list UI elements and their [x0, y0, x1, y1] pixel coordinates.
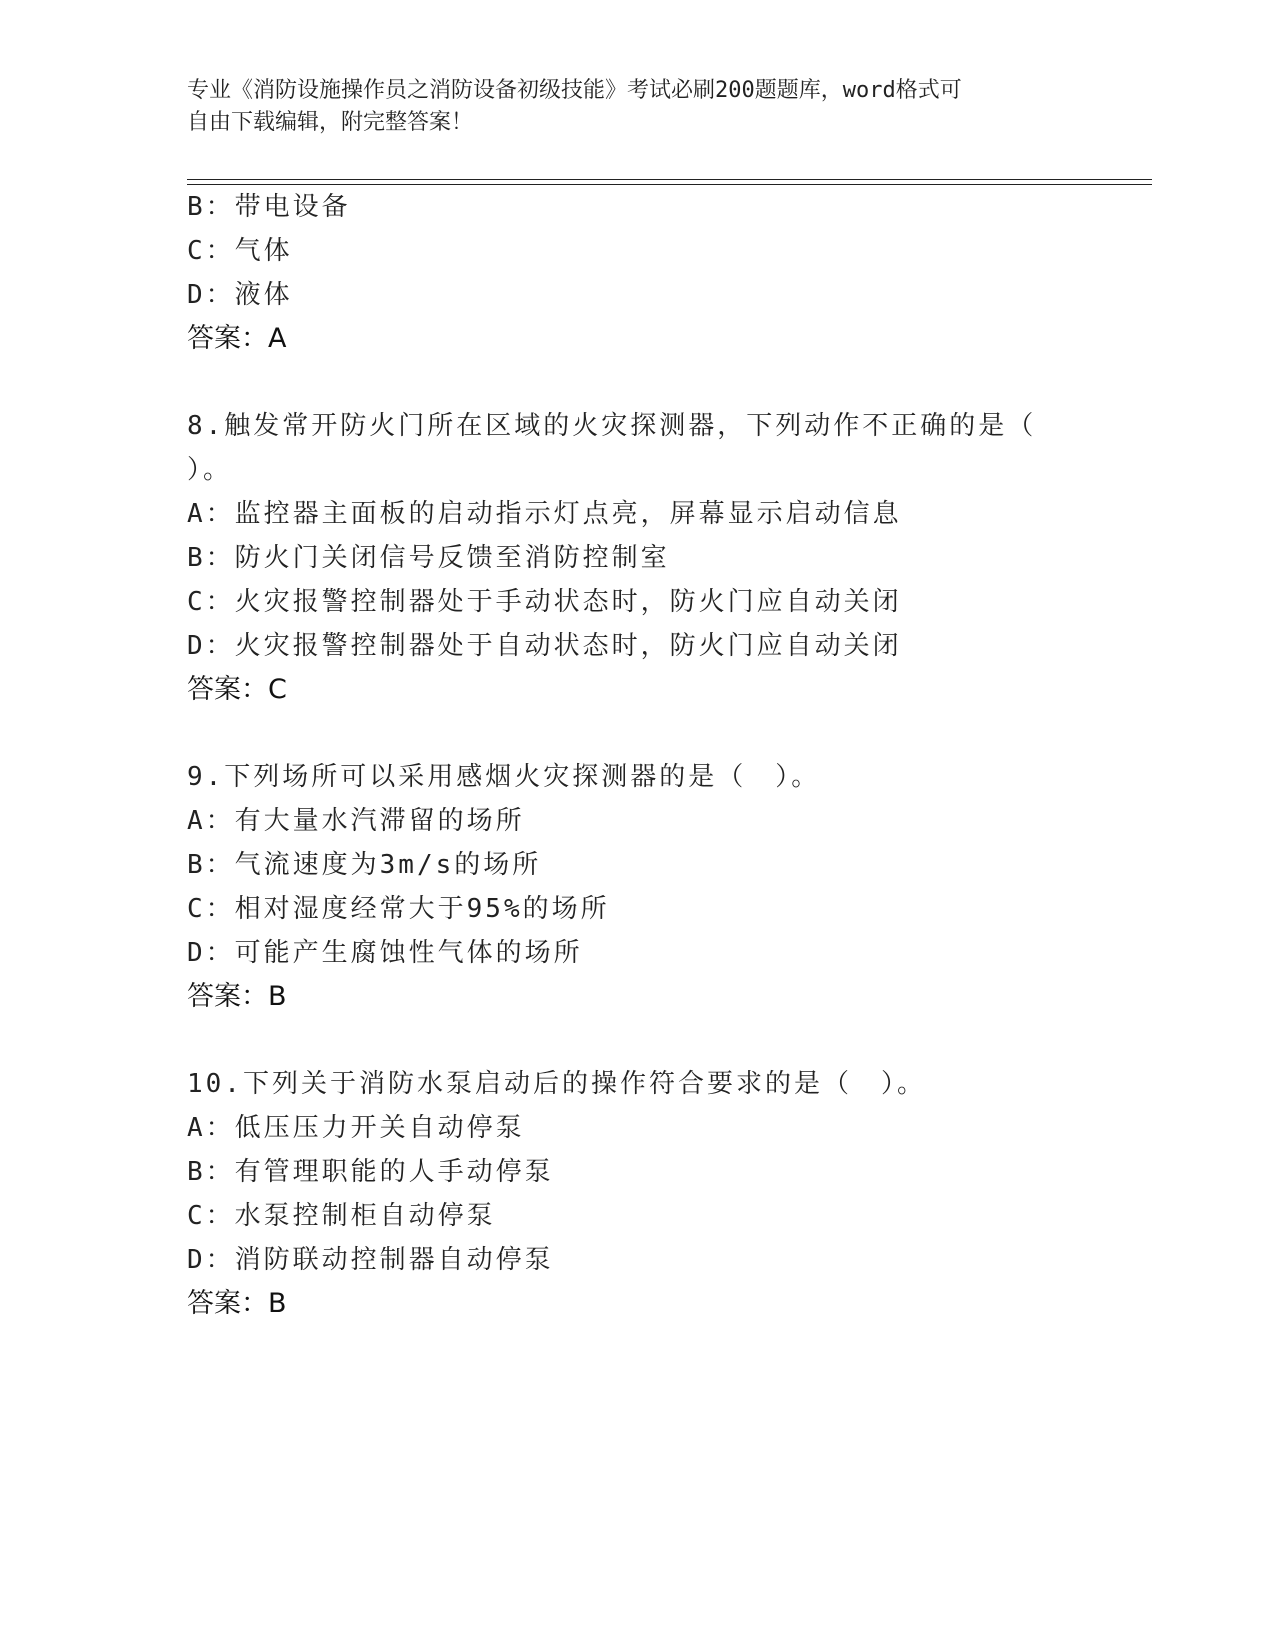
q8-stem-line-2: ）。 — [187, 455, 233, 485]
header-title-line-1: 专业《消防设施操作员之消防设备初级技能》考试必刷200题题库，word格式可 — [187, 78, 962, 103]
q10-stem: 10.下列关于消防水泵启动后的操作符合要求的是（ ）。 — [187, 1069, 926, 1099]
header-divider-bottom — [187, 184, 1152, 185]
q10-option-d: D：消防联动控制器自动停泵 — [187, 1245, 554, 1275]
q10-answer: 答案：B — [187, 1288, 287, 1319]
q10-option-a: A：低压压力开关自动停泵 — [187, 1113, 525, 1143]
q8-stem-line-1: 8.触发常开防火门所在区域的火灾探测器，下列动作不正确的是（ — [187, 411, 1037, 441]
page-header — [187, 75, 1087, 139]
prev-option-d: D：液体 — [187, 280, 293, 310]
prev-answer: 答案：A — [187, 323, 287, 354]
q10-option-c: C：水泵控制柜自动停泵 — [187, 1201, 496, 1231]
q9-option-a: A：有大量水汽滞留的场所 — [187, 806, 525, 836]
prev-option-c: C：气体 — [187, 236, 293, 266]
q8-option-c: C：火灾报警控制器处于手动状态时，防火门应自动关闭 — [187, 587, 902, 617]
q8-option-d: D：火灾报警控制器处于自动状态时，防火门应自动关闭 — [187, 631, 902, 661]
q9-option-d: D：可能产生腐蚀性气体的场所 — [187, 938, 583, 968]
header-title-line-2: 自由下载编辑，附完整答案！ — [187, 110, 474, 135]
q9-answer: 答案：B — [187, 981, 287, 1012]
q8-option-a: A：监控器主面板的启动指示灯点亮，屏幕显示启动信息 — [187, 499, 902, 529]
header-divider-top — [187, 179, 1152, 180]
q8-answer: 答案：C — [187, 674, 287, 705]
q9-stem: 9.下列场所可以采用感烟火灾探测器的是（ ）。 — [187, 762, 821, 792]
q10-option-b: B：有管理职能的人手动停泵 — [187, 1157, 554, 1187]
prev-option-b: B：带电设备 — [187, 192, 351, 222]
q8-option-b: B：防火门关闭信号反馈至消防控制室 — [187, 543, 670, 573]
q9-option-b: B：气流速度为3m/s的场所 — [187, 850, 542, 880]
q9-option-c: C：相对湿度经常大于95%的场所 — [187, 894, 610, 924]
